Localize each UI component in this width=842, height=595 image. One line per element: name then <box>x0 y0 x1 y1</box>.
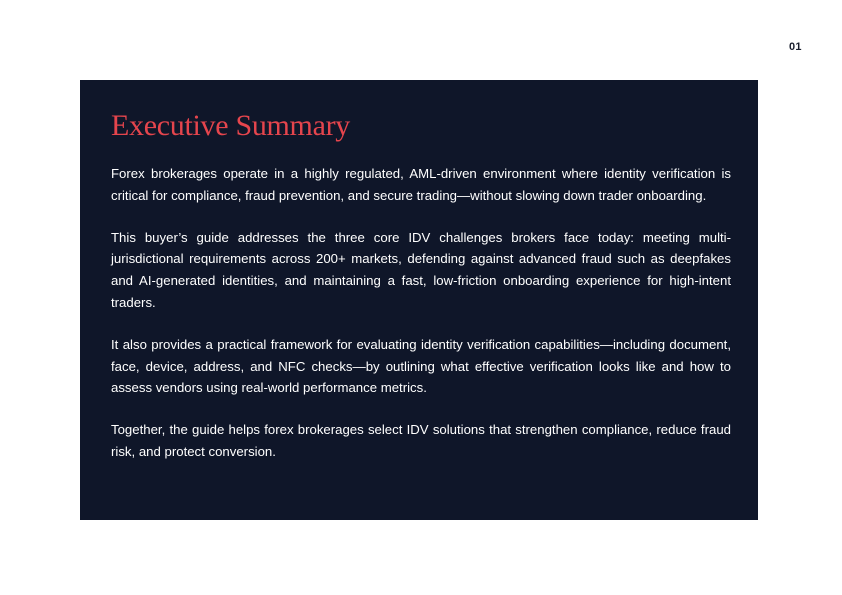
section-title: Executive Summary <box>111 109 351 142</box>
executive-summary-panel <box>80 80 758 520</box>
page-number: 01 <box>789 41 802 53</box>
summary-paragraph-4: Together, the guide helps forex brokerages select IDV solutions that strengthen compliance, reduce fraud risk, and protect conversion. <box>111 422 731 459</box>
summary-paragraph-1: Forex brokerages operate in a highly regulated, AML-driven environment where identity verification is critical for compliance, fraud prevention, and secure trading—without slowing down trader onboarding. <box>111 166 731 203</box>
summary-paragraph-2: This buyer’s guide addresses the three core IDV challenges brokers face today: meeting multi-jurisdictional requirements across 200+ markets, defending against advanced fraud such as deepfakes and AI-generated identities, and maintaining a fast, low-friction onboarding experience for high-intent traders. <box>111 229 731 310</box>
summary-paragraph-3: It also provides a practical framework for evaluating identity verification capabilities—including document, face, device, address, and NFC checks—by outlining what effective verification looks like and how to assess vendors using real-world performance metrics. <box>111 336 731 396</box>
